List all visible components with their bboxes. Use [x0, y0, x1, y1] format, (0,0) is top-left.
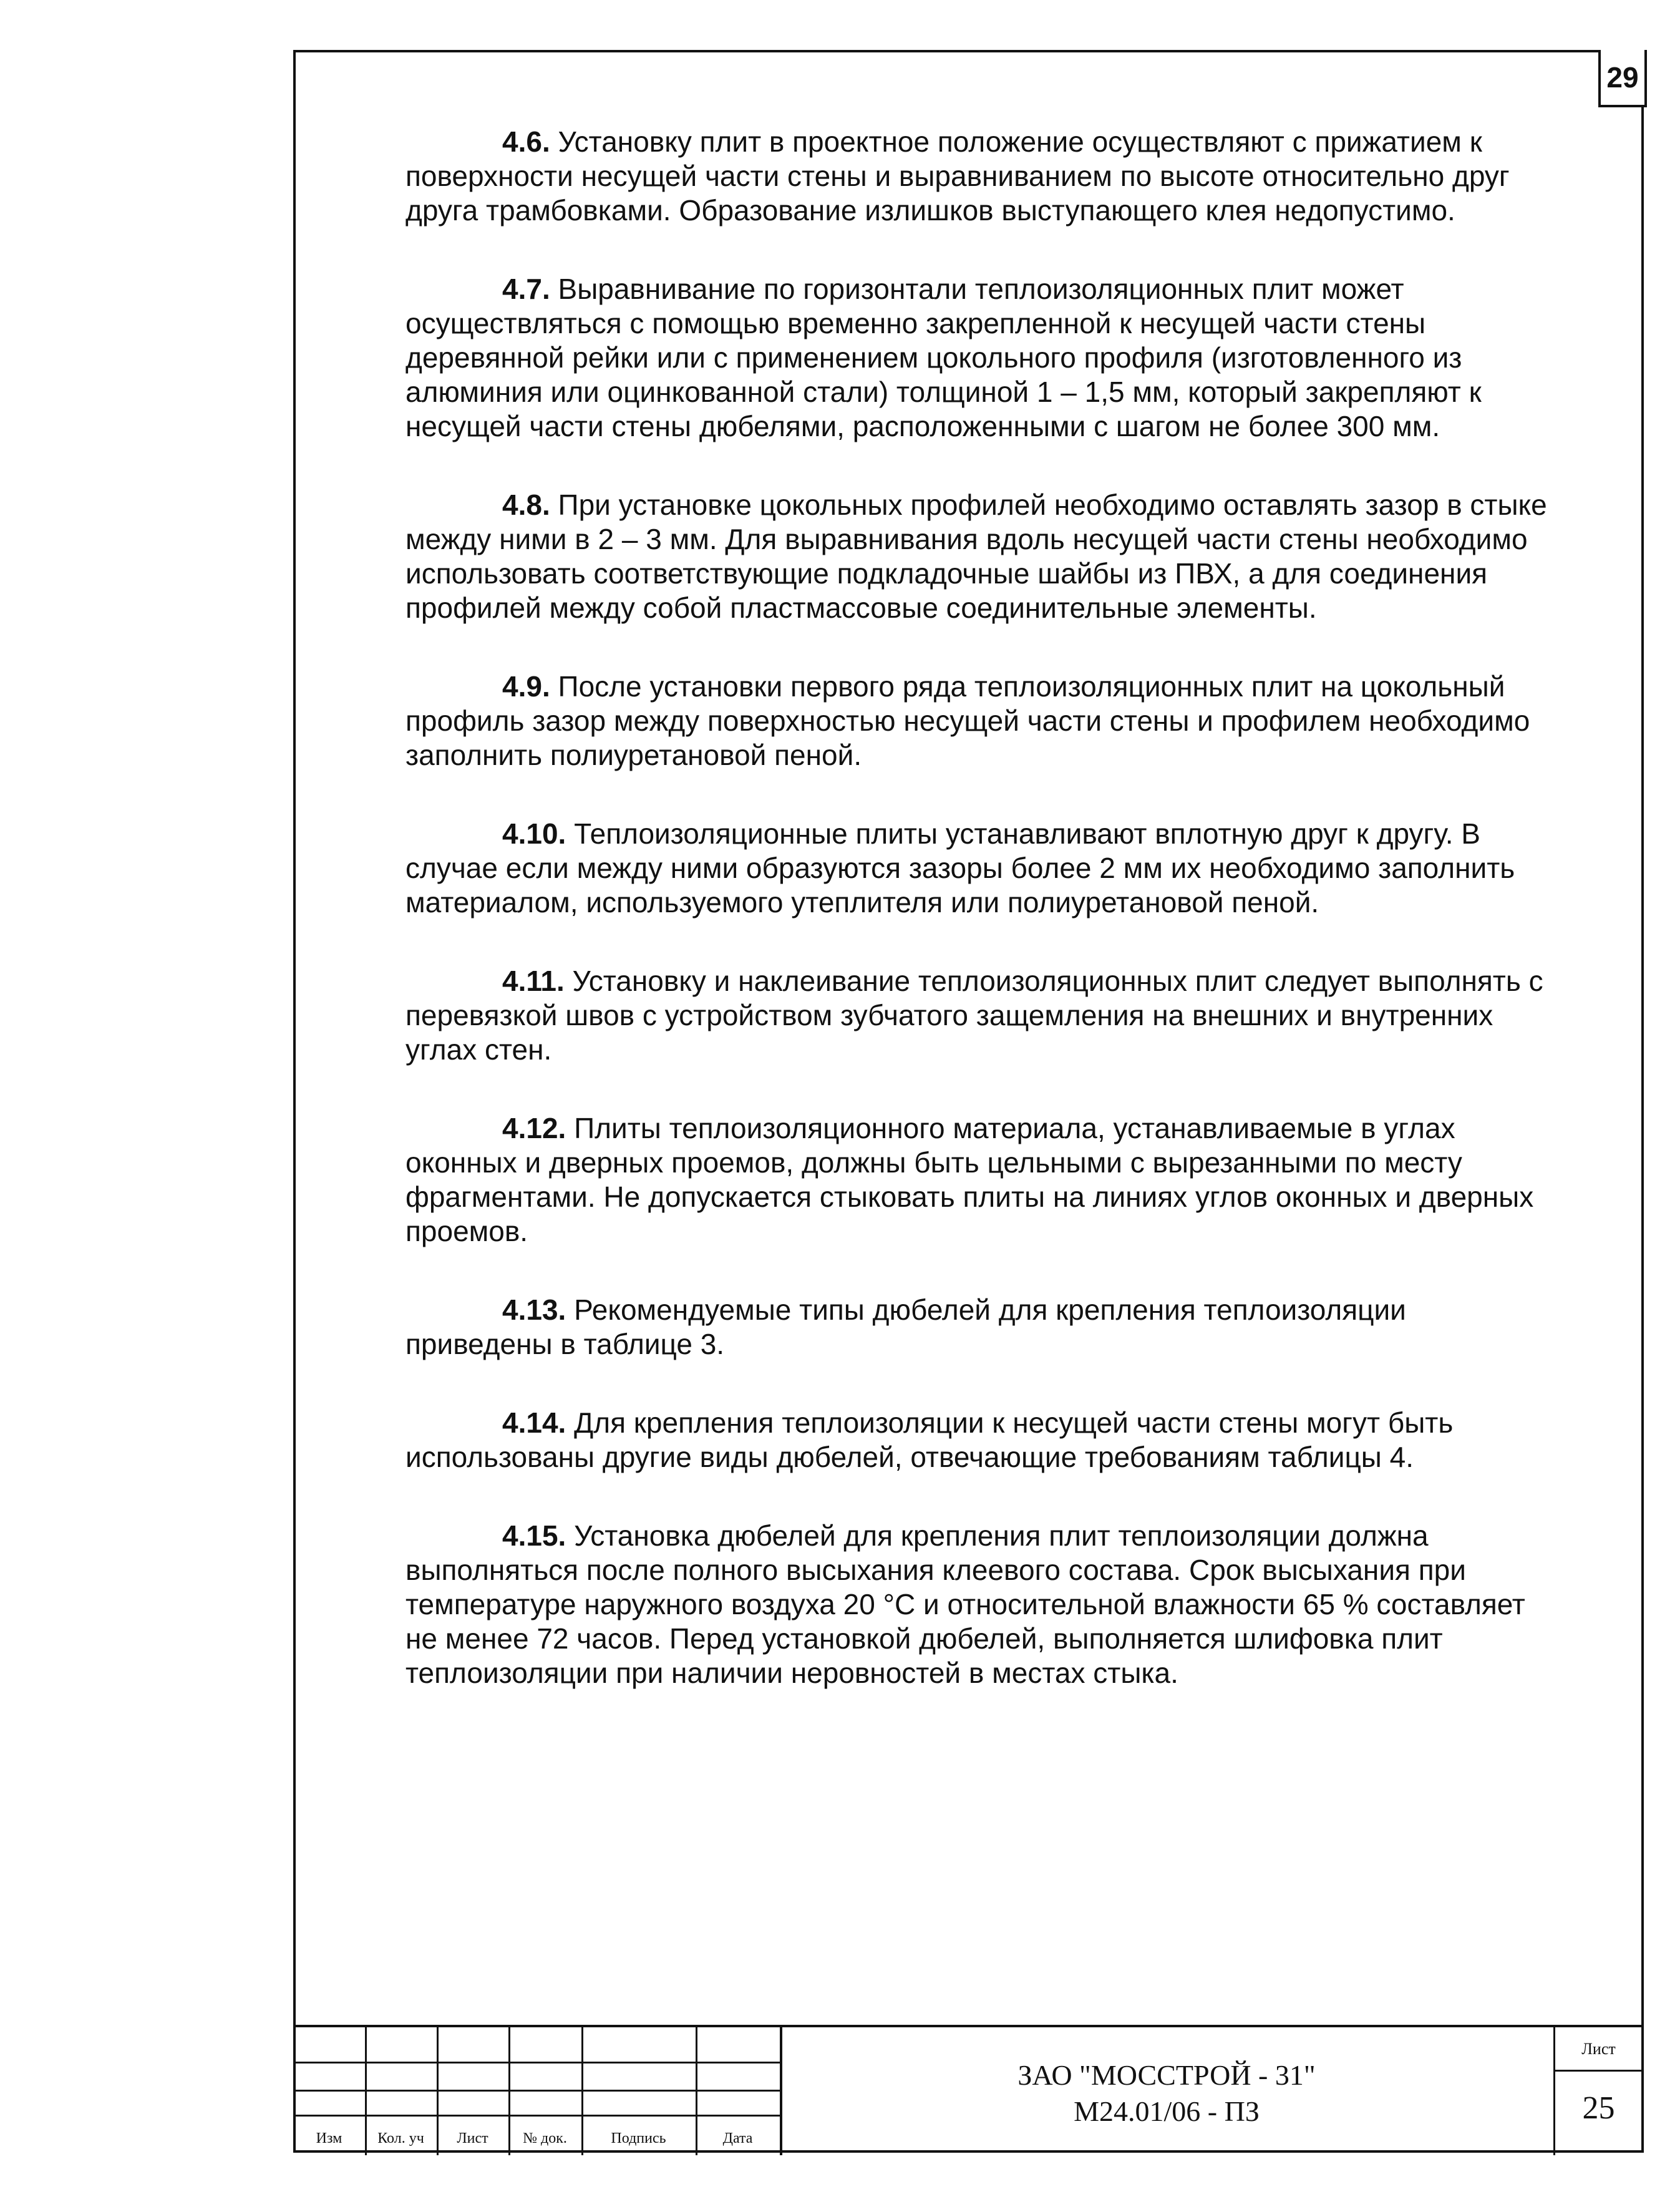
paragraph-4-6	[405, 125, 1553, 228]
clause-text: Установка дюбелей для крепления плит теплоизоляции должна выполняться после полного высыхания клеевого состава. Срок высыхания при температуре наружного воздуха 20 °С и относительной влажности 65 % составляет не менее 72 часов. Перед установкой дюбелей, выполняется шлифовка плит теплоизоляции при наличии неровностей в местах стыка.	[405, 1519, 1525, 1689]
clause-number: 4.8.	[502, 489, 550, 521]
paragraph-4-15	[405, 1519, 1553, 1690]
paragraph-4-8	[405, 488, 1553, 625]
document-body	[405, 125, 1553, 1735]
clause-number: 4.14.	[502, 1406, 566, 1439]
document-code: М24.01/06 - ПЗ	[1074, 2095, 1260, 2127]
stamp-label-list: Лист	[457, 2130, 488, 2146]
clause-text: После установки первого ряда теплоизоляционных плит на цокольный профиль зазор между поверхностью несущей части стены и профилем необходимо заполнить полиуретановой пеной.	[405, 670, 1530, 771]
paragraph-4-11	[405, 964, 1553, 1067]
clause-number: 4.10.	[502, 817, 566, 850]
page-number-badge: 29	[1598, 50, 1647, 107]
clause-number: 4.15.	[502, 1519, 566, 1552]
clause-number: 4.9.	[502, 670, 550, 703]
clause-text: Теплоизоляционные плиты устанавливают вплотную друг к другу. В случае если между ними образуются зазоры более 2 мм их необходимо заполнить материалом, используемого утеплителя или полиуретановой пеной.	[405, 817, 1515, 918]
stamp-label-signature: Подпись	[611, 2130, 666, 2146]
clause-text: Плиты теплоизоляционного материала, устанавливаемые в углах оконных и дверных проемов, должны быть цельными с вырезанными по месту фрагментами. Не допускается стыковать плиты на линиях углов оконных и дверных проемов.	[405, 1112, 1534, 1247]
clause-number: 4.6.	[502, 125, 550, 158]
clause-text: При установке цокольных профилей необходимо оставлять зазор в стыке между ними в 2 – 3 мм. Для выравнивания вдоль несущей части стены необходимо использовать соответствующие подкладочные шайбы из ПВХ, а для соединения профилей между собой пластмассовые соединительные элементы.	[405, 489, 1547, 624]
sheet-number: 25	[1582, 2090, 1615, 2126]
paragraph-4-14	[405, 1406, 1553, 1474]
paragraph-4-9	[405, 670, 1553, 772]
stamp-label-kol-uch: Кол. уч	[377, 2130, 424, 2146]
clause-number: 4.7.	[502, 273, 550, 305]
paragraph-4-7	[405, 272, 1553, 444]
clause-text: Для крепления теплоизоляции к несущей части стены могут быть использованы другие виды дюбелей, отвечающие требованиям таблицы 4.	[405, 1406, 1454, 1473]
stamp-label-date: Дата	[722, 2130, 753, 2146]
stamp-row-line	[1553, 2070, 1644, 2072]
clause-number: 4.11.	[502, 965, 565, 997]
clause-text: Выравнивание по горизонтали теплоизоляционных плит может осуществляться с помощью временно закрепленной к несущей части стены деревянной рейки или с применением цокольного профиля (изготовленного из алюминия или оцинкованной стали) толщиной 1 – 1,5 мм, который закрепляют к несущей части стены дюбелями, расположенными с шагом не более 300 мм.	[405, 273, 1482, 442]
paragraph-4-12	[405, 1111, 1553, 1249]
clause-text: Установку плит в проектное положение осуществляют с прижатием к поверхности несущей части стены и выравниванием по высоте относительно друг друга трамбовками. Образование излишков выступающего клея недопустимо.	[405, 125, 1510, 227]
paragraph-4-13	[405, 1293, 1553, 1362]
stamp-label-doc-no: № док.	[523, 2130, 567, 2146]
clause-text: Рекомендуемые типы дюбелей для крепления теплоизоляции приведены в таблице 3.	[405, 1294, 1406, 1360]
sheet-label: Лист	[1581, 2040, 1616, 2058]
clause-number: 4.13.	[502, 1294, 566, 1326]
clause-text: Установку и наклеивание теплоизоляционных плит следует выполнять с перевязкой швов с устройством зубчатого защемления на внешних и внутренних углах стен.	[405, 965, 1543, 1066]
stamp-label-izm: Изм	[316, 2130, 342, 2146]
company-name: ЗАО "МОССТРОЙ - 31"	[1017, 2059, 1316, 2091]
clause-number: 4.12.	[502, 1112, 566, 1144]
paragraph-4-10	[405, 817, 1553, 920]
title-block	[293, 2025, 1644, 2153]
